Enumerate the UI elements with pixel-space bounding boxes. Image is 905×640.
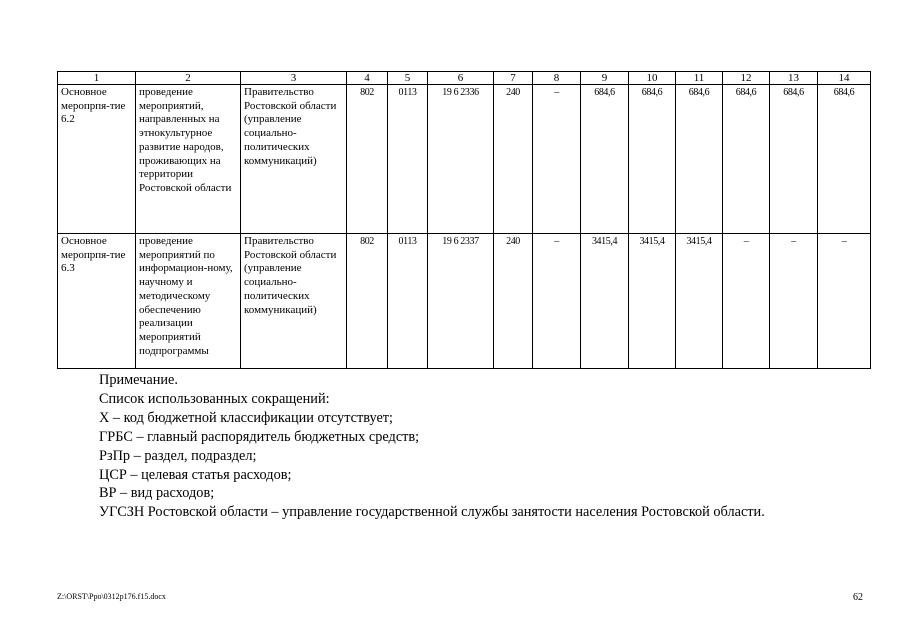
table-row [58,85,871,234]
activity-description: проведение мероприятий, направленных на этнокультурное развитие народов, проживающих на территории Ростовской области [136,85,241,234]
abbreviation-line: УГСЗН Ростовской области – управление государственной службы занятости населения Ростовской области. [99,504,765,521]
table-cell: – [533,234,581,369]
column-header: 7 [494,72,533,85]
table-cell: 684,6 [629,85,676,234]
csr-code: 19 6 2336 [428,85,494,234]
table-cell: 3415,4 [581,234,629,369]
table-row [58,234,871,369]
column-header: 8 [533,72,581,85]
column-header: 12 [723,72,770,85]
rzpr-code: 0113 [388,85,428,234]
abbreviation-line: ГРБС – главный распорядитель бюджетных средств; [99,428,420,445]
activity-name: Основное меропрпя-тие 6.2 [58,85,136,234]
grbs-code: 802 [347,85,388,234]
table-cell: 684,6 [770,85,818,234]
column-header: 1 [58,72,136,85]
vr-code: 240 [494,234,533,369]
column-header: 3 [241,72,347,85]
column-header: 4 [347,72,388,85]
table-cell: 684,6 [818,85,871,234]
table-cell: – [723,234,770,369]
table-cell: 684,6 [723,85,770,234]
column-header: 6 [428,72,494,85]
notes-title: Примечание. [99,372,178,388]
table-cell: 3415,4 [676,234,723,369]
column-header: 9 [581,72,629,85]
csr-code: 19 6 2337 [428,234,494,369]
activity-executor: Правительство Ростовской области (управление социально-политических коммуникаций) [241,85,347,234]
abbreviation-line: Х – код бюджетной классификации отсутствует; [99,409,394,426]
abbreviation-line: РзПр – раздел, подраздел; [99,447,257,464]
table-cell: 3415,4 [629,234,676,369]
table-cell: – [533,85,581,234]
table-header-row [58,72,871,85]
abbreviation-line: ВР – вид расходов; [99,485,215,502]
column-header: 5 [388,72,428,85]
vr-code: 240 [494,85,533,234]
notes-section [99,371,765,522]
column-header: 13 [770,72,818,85]
grbs-code: 802 [347,234,388,369]
column-header: 14 [818,72,871,85]
rzpr-code: 0113 [388,234,428,369]
table-cell: – [770,234,818,369]
column-header: 2 [136,72,241,85]
table-cell: 684,6 [581,85,629,234]
abbreviation-line: ЦСР – целевая статья расходов; [99,466,292,483]
column-header: 10 [629,72,676,85]
column-header: 11 [676,72,723,85]
table-cell: – [818,234,871,369]
activity-executor: Правительство Ростовской области (управление социально-политических коммуникаций) [241,234,347,369]
activity-name: Основное меропрпя-тие 6.3 [58,234,136,369]
footer-file-path: Z:\ORST\Ppo\0312p176.f15.docx [57,592,166,601]
budget-table [57,71,871,369]
activity-description: проведение мероприятий по информацион-ному, научному и методическому обеспечению реализации мероприятий подпрограммы [136,234,241,369]
table-cell: 684,6 [676,85,723,234]
page-number: 62 [853,592,863,603]
notes-subtitle: Список использованных сокращений: [99,390,330,407]
